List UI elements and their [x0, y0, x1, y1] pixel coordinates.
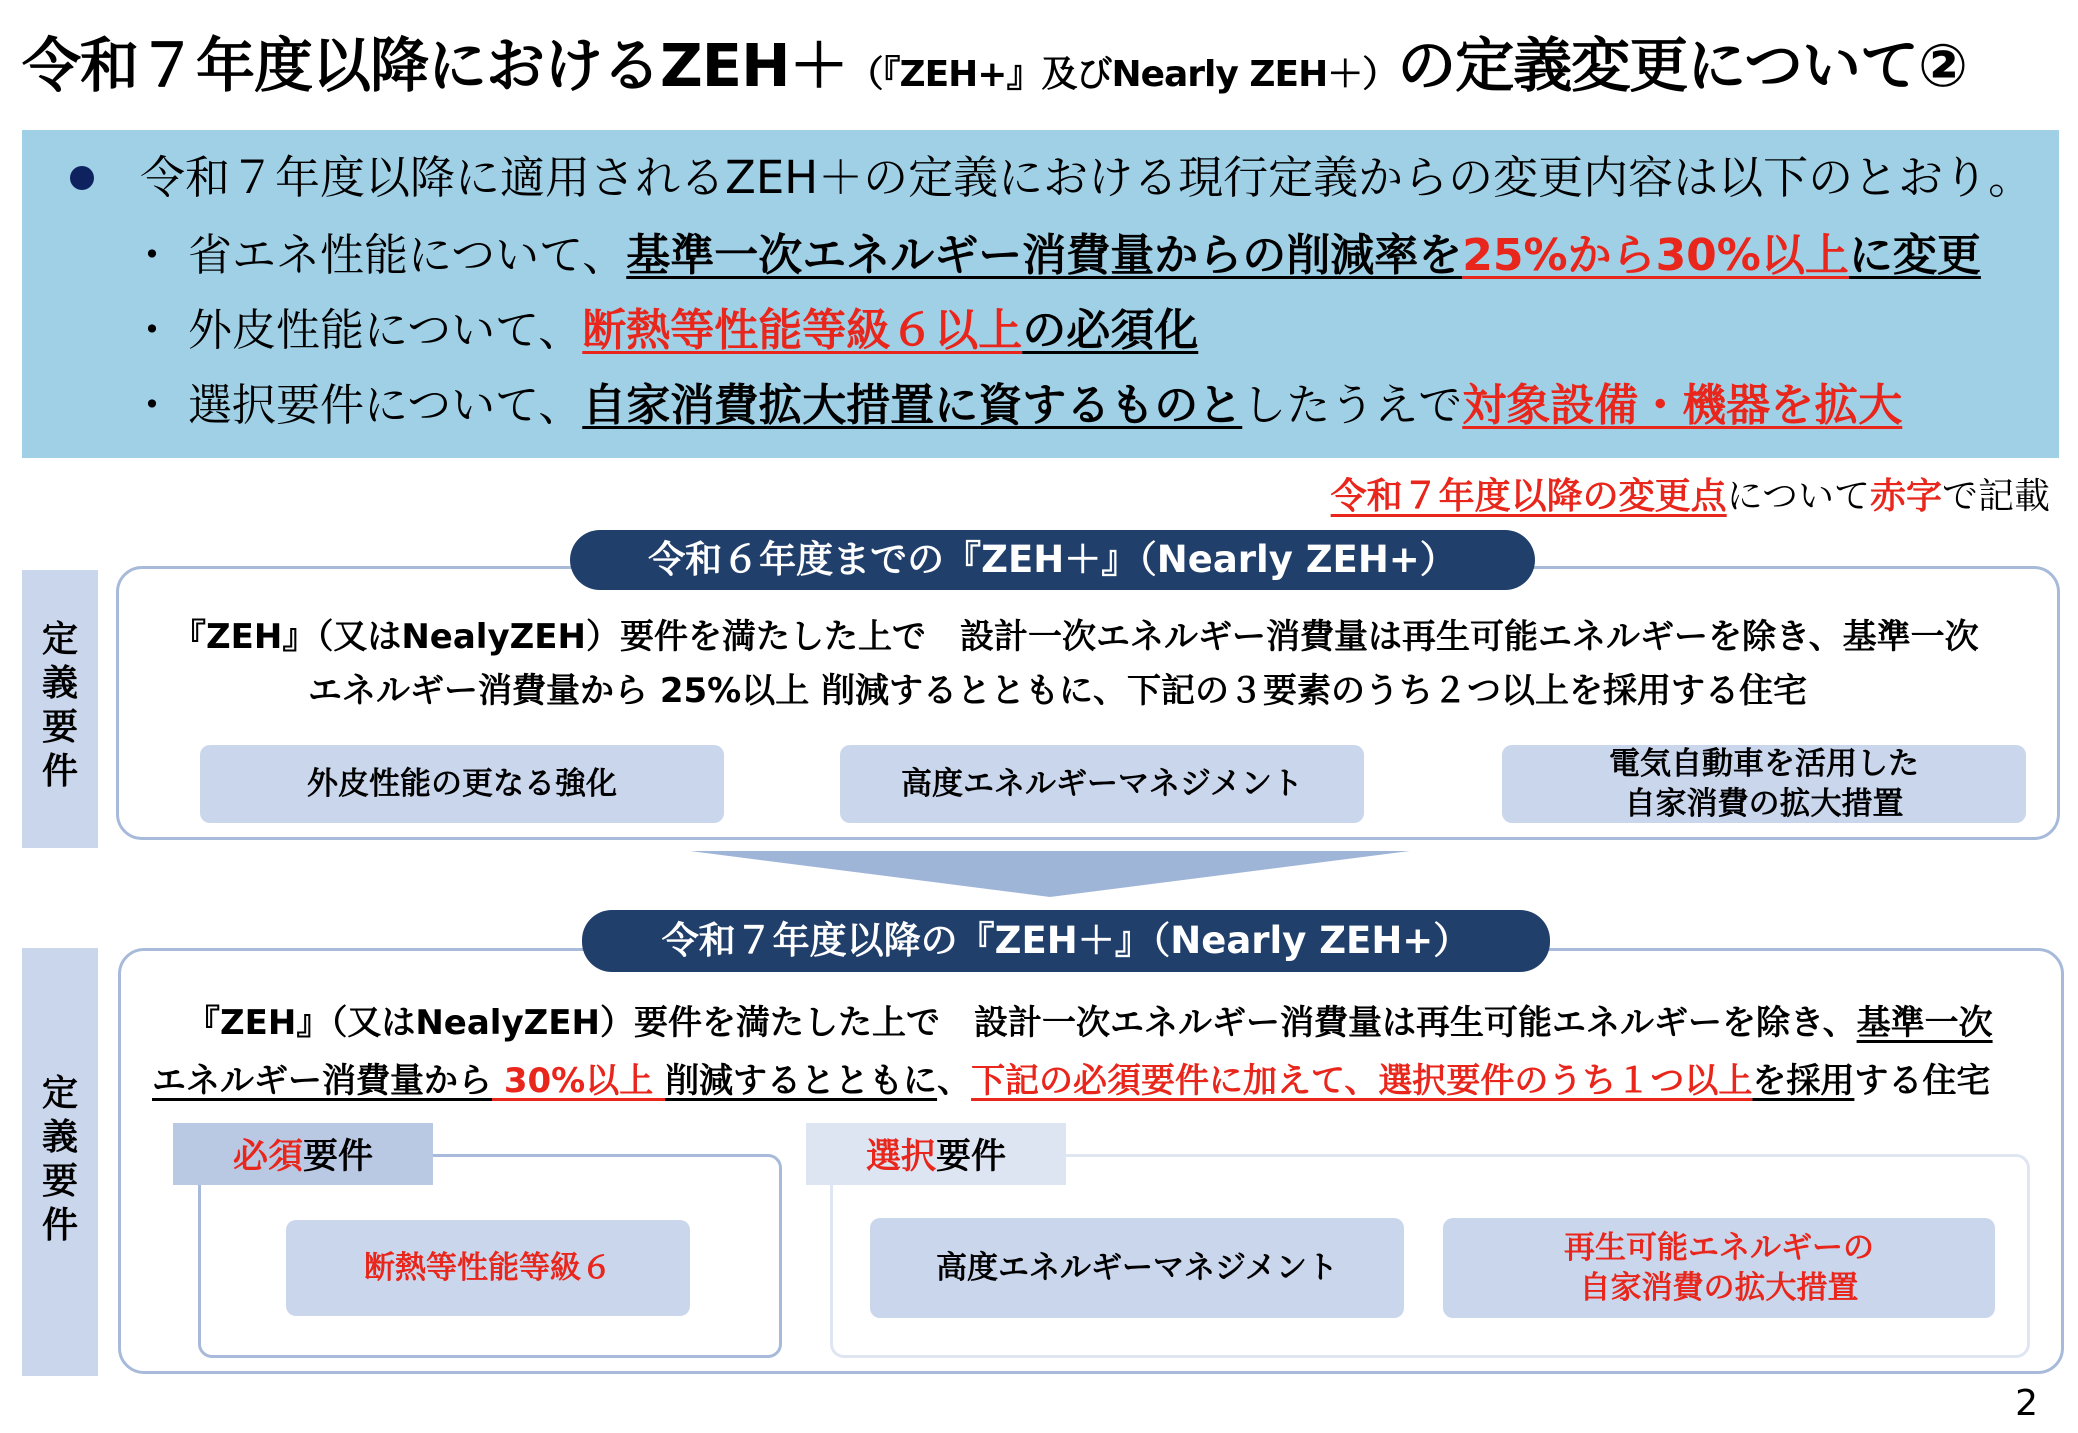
bullet-mark: ・	[130, 305, 174, 356]
summary-item-red: 25%から30%以上	[1462, 230, 1849, 281]
side-char: 定	[41, 619, 78, 660]
side-char: 要	[41, 1161, 78, 1202]
change-note	[1331, 470, 2050, 524]
mandatory-tab-red: 必須	[232, 1137, 303, 1177]
selective-chip-renewable-line2: 自家消費の拡大措置	[1579, 1270, 1859, 1306]
new-line-2	[152, 1056, 1990, 1106]
side-char: 要	[41, 707, 78, 748]
title-main: 令和７年度以降におけるZEH＋	[22, 31, 848, 100]
new-line-2-underlined: を採用	[1752, 1061, 1855, 1101]
summary-item-energy	[130, 226, 1981, 286]
old-chip-hems: 高度エネルギーマネジメント	[840, 745, 1364, 823]
selective-tab-red: 選択	[865, 1137, 936, 1177]
new-line-1-text: 『ZEH』（又はNealyZEH）要件を満たした上で 設計一次エネルギー消費量は再生可能エネルギーを除き、	[186, 1003, 1857, 1043]
old-chip-ev-line2: 自家消費の拡大措置	[1624, 786, 1904, 822]
summary-item-emph: の必須化	[1022, 305, 1199, 356]
old-chip-ev-line1: 電気自動車を活用した	[1609, 746, 1919, 782]
down-arrow-icon	[690, 851, 1410, 897]
summary-item-text: 外皮性能について、	[188, 305, 583, 356]
summary-item-text: 省エネ性能について、	[188, 230, 627, 281]
summary-item-text: 選択要件について、	[188, 380, 583, 431]
bullet-icon	[70, 166, 94, 190]
summary-item-emph: 基準一次エネルギー消費量からの削減率を	[626, 230, 1463, 281]
new-line-2-red: 30%以上	[492, 1061, 666, 1101]
old-header: 令和６年度までの『ZEH＋』（Nearly ZEH+）	[570, 530, 1535, 590]
summary-item-emph: に変更	[1848, 230, 1981, 281]
summary-item-red: 対象設備・機器を拡大	[1462, 380, 1903, 431]
side-label-new	[22, 1072, 98, 1248]
title-end: の定義変更について②	[1397, 31, 1967, 100]
side-char: 義	[41, 1117, 78, 1158]
selective-chip-hems: 高度エネルギーマネジメント	[870, 1218, 1404, 1318]
note-text: について	[1726, 476, 1870, 517]
summary-item-emph: 自家消費拡大措置に資するものと	[582, 380, 1243, 431]
side-label-old	[22, 618, 98, 794]
mandatory-tab	[173, 1123, 433, 1185]
side-char: 件	[41, 1205, 78, 1246]
new-line-1	[186, 998, 1993, 1048]
old-chip-envelope: 外皮性能の更なる強化	[200, 745, 724, 823]
side-char: 定	[41, 1073, 78, 1114]
selective-chip-renewable-line1: 再生可能エネルギーの	[1564, 1230, 1874, 1266]
selective-chip-renewable	[1443, 1218, 1995, 1318]
note-red-word: 赤字	[1869, 476, 1942, 517]
new-line-2-underlined: 削減するとともに	[665, 1061, 938, 1101]
old-line-2: エネルギー消費量から 25%以上 削減するとともに、下記の３要素のうち２つ以上を採用する住宅	[308, 671, 1808, 711]
old-chip-ev	[1502, 745, 2026, 823]
summary-item-envelope	[130, 301, 1198, 361]
new-line-1-underlined: 基準一次	[1856, 1003, 1993, 1043]
title-sub: （『ZEH+』及びNearly ZEH＋）	[847, 54, 1398, 95]
new-line-2-red: 下記の必須要件に加えて、選択要件のうち１つ以上	[971, 1061, 1753, 1101]
side-char: 義	[41, 663, 78, 704]
mandatory-tab-text: 要件	[303, 1137, 374, 1177]
summary-item-red: 断熱等性能等級６以上	[582, 305, 1023, 356]
new-line-2-underlined: エネルギー消費量から	[152, 1061, 492, 1101]
bullet-mark: ・	[130, 230, 174, 281]
new-line-2-text: 、	[937, 1061, 972, 1101]
mandatory-chip: 断熱等性能等級６	[286, 1220, 690, 1316]
side-char: 件	[41, 751, 78, 792]
new-line-2-text: する住宅	[1854, 1061, 1991, 1101]
note-red: 令和７年度以降の変更点	[1330, 476, 1727, 517]
summary-item-text: したうえで	[1242, 380, 1463, 431]
new-header: 令和７年度以降の『ZEH＋』（Nearly ZEH+）	[582, 910, 1550, 972]
note-text: で記載	[1941, 476, 2050, 517]
page-title	[22, 26, 1967, 115]
selective-tab	[806, 1123, 1066, 1185]
old-line-1: 『ZEH』（又はNealyZEH）要件を満たした上で 設計一次エネルギー消費量は再生可能エネルギーを除き、基準一次	[172, 617, 1979, 657]
selective-tab-text: 要件	[936, 1137, 1007, 1177]
page-number: 2	[2015, 1383, 2038, 1424]
summary-main: 令和７年度以降に適用されるZEH＋の定義における現行定義からの変更内容は以下のとおり。	[140, 151, 2034, 204]
summary-item-selective	[130, 376, 1902, 436]
bullet-mark: ・	[130, 380, 174, 431]
